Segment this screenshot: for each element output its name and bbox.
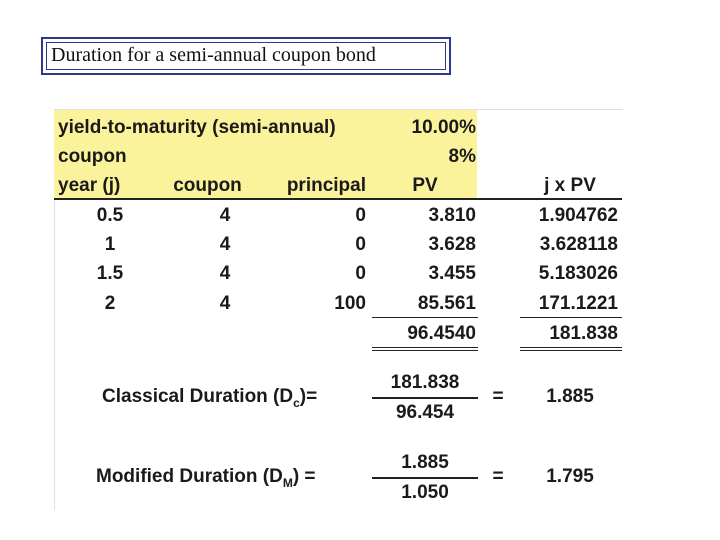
modified-subscript: M [282,475,293,490]
row3-year: 1.5 [96,263,124,284]
modified-equals: = [492,466,504,487]
row3-coupon: 4 [219,263,231,284]
classical-duration-label: Classical Duration $(D_c)=$ [102,386,318,410]
modified-duration-label: Modified Duration $(D_M)$ = [96,466,316,490]
classical-subscript: c [293,395,300,410]
row1-jpv: 1.904762 [538,205,618,226]
jpv-double-line-bottom [520,350,622,351]
row3-pv: 3.455 [428,263,476,284]
pv-sum-line [372,317,478,318]
coupon-label: coupon [58,146,127,167]
row2-coupon: 4 [219,234,231,255]
header-year: year (j) [58,175,121,196]
ytm-label: yield-to-maturity (semi-annual) [58,117,336,138]
modified-denominator: 1.050 [401,482,449,503]
classical-numerator: 181.838 [390,372,460,393]
row1-year: 0.5 [96,205,124,226]
classical-fraction-bar [372,397,478,399]
row2-pv: 3.628 [428,234,476,255]
coupon-value: 8% [448,146,476,167]
header-principal: principal [286,175,366,196]
row1-coupon: 4 [219,205,231,226]
modified-fraction-bar [372,477,478,479]
row3-principal: 0 [355,263,366,284]
row4-pv: 85.561 [417,293,476,314]
modified-numerator: 1.885 [401,452,449,473]
row4-principal: 100 [334,293,366,314]
ytm-value: 10.00% [411,117,476,138]
row2-jpv: 3.628118 [539,234,618,255]
row3-jpv: 5.183026 [538,263,618,284]
row4-year: 2 [104,293,116,314]
header-pv: PV [412,175,438,196]
title-box [41,37,451,75]
total-jpv: 181.838 [549,323,618,344]
jpv-double-line-top [520,347,622,348]
row4-coupon: 4 [219,293,231,314]
row2-principal: 0 [355,234,366,255]
row2-year: 1 [104,234,116,255]
row4-jpv: 171.1221 [538,293,618,314]
row1-pv: 3.810 [428,205,476,226]
row1-principal: 0 [355,205,366,226]
total-pv: 96.4540 [407,323,476,344]
classical-equals: = [492,386,504,407]
jpv-sum-line [520,317,622,318]
header-jpv: j x PV [544,175,596,196]
slide-title: Duration for a semi-annual coupon bond [51,44,376,66]
classical-result: 1.885 [546,386,594,407]
pv-double-line-top [372,347,478,348]
classical-denominator: 96.454 [395,402,455,423]
header-coupon: coupon [173,175,242,196]
modified-result: 1.795 [546,466,594,487]
pv-double-line-bottom [372,350,478,351]
header-underline [54,198,622,200]
